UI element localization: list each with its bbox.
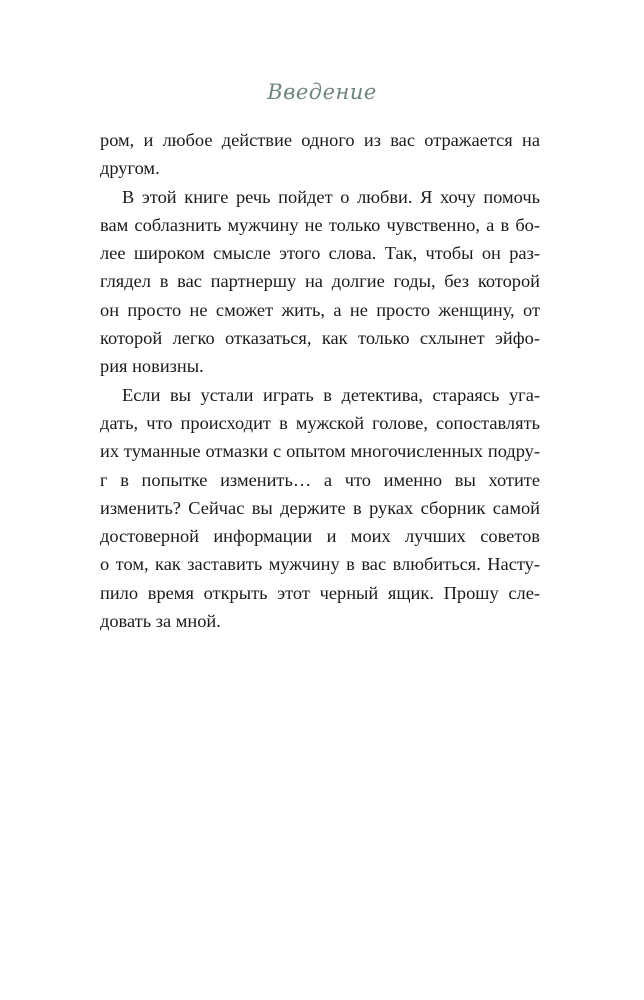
text-line: другом. bbox=[100, 158, 160, 179]
text-line: рия новизны. bbox=[100, 356, 204, 377]
text-line: о том, как заставить мужчину в вас влюбиться. Насту- bbox=[100, 554, 540, 575]
text-line: изменить? Сейчас вы держите в руках сборник самой bbox=[100, 497, 540, 518]
text-line: их туманные отмазки с опытом многочисленных подру- bbox=[100, 441, 540, 462]
text-line: глядел в вас партнершу на долгие годы, без которой bbox=[100, 271, 540, 292]
text-line: пило время открыть этот черный ящик. Прошу сле- bbox=[100, 582, 540, 603]
text-line: Если вы устали играть в детектива, стараясь уга- bbox=[122, 384, 540, 405]
body-text bbox=[100, 126, 540, 635]
text-line: В этой книге речь пойдет о любви. Я хочу помочь bbox=[122, 186, 540, 207]
text-line: он просто не сможет жить, а не просто женщину, от bbox=[100, 299, 540, 320]
text-line: ром, и любое действие одного из вас отражается на bbox=[100, 130, 540, 150]
text-line: достоверной информации и моих лучших советов bbox=[100, 526, 540, 547]
text-line: лее широком смысле этого слова. Так, чтобы он раз- bbox=[100, 243, 540, 264]
text-line: вам соблазнить мужчину не только чувственно, а в бо- bbox=[100, 214, 540, 235]
running-head: Введение bbox=[267, 80, 377, 104]
text-line: которой легко отказаться, как только схлынет эйфо- bbox=[100, 328, 540, 349]
text-line: дать, что происходит в мужской голове, сопоставлять bbox=[100, 412, 540, 433]
text-line: довать за мной. bbox=[100, 611, 221, 632]
text-line: г в попытке изменить… а что именно вы хотите bbox=[100, 469, 540, 490]
